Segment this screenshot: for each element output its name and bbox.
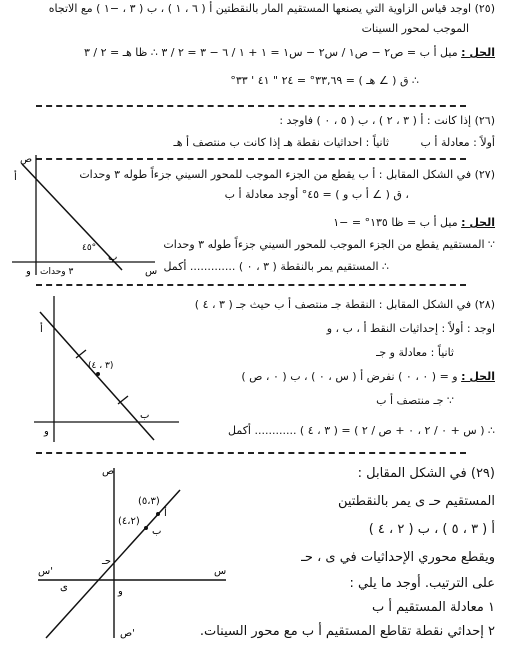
q25-solution-text: ميل أ ب = ص٢ − ص١ / س٢ − س١ = ١ + ١ / ٦ − ٣ = ٢ / ٣ ∴ ظا هـ = ٢ / ٣ [83,46,458,59]
q28-label-point: (٣ ، ٤) [88,361,114,371]
q28-solution-label: الحل : [461,370,495,383]
q28-line4: ∵ جـ منتصف أ ب [376,394,454,407]
q28-label-a: أ [40,324,43,335]
q29-point-a [156,512,160,516]
q28-line3: ثانياً : معادلة و جـ [376,346,454,359]
q28-line5: ∴ ( س + ٠ / ٢ ، ٠ + ص / ٢ ) = ( ٣ ، ٤ ) ............ أكمل [228,424,495,437]
q29-label-p2: (٤،٢) [118,516,140,527]
q29-label-p1: (٥،٣) [138,496,160,507]
q25-line2: الموجب لمحور السينات [361,22,469,35]
q29-item2: ٢ إحداثي نقطة تقاطع المستقيم أ ب مع محور السينات. [199,624,495,639]
q29-label-y-neg: ص' [120,628,135,639]
q28-tick-2 [118,396,128,404]
q27-label-o: و [26,266,31,277]
q27-label-b: ب [108,252,118,263]
q29-label-a: أ [164,508,167,519]
q29-line4: ويقطع محوري الإحداثيات في ى ، حـ [301,550,495,565]
q27-label-angle: ٤٥° [82,243,97,253]
q28-line1: (٢٨) في الشكل المقابل : النقطة جـ منتصف أ ب حيث جـ ( ٣ ، ٤ ) [194,298,495,311]
q26-part2: ثانياً : احداثيات نقطة هـ إذا كانت ب منتصف أ هـ [173,136,389,149]
q25-solution-label: الحل : [461,46,495,59]
q29-label-o: و [118,586,123,597]
q27-line2: ، ق ( ∠ أ ب و ) = ٤٥° أوجد معادلة أ ب [224,188,409,201]
q29-line1: (٢٩) في الشكل المقابل : [357,466,495,481]
q27-label-x: س [145,266,158,277]
q27-solution-label: الحل : [461,216,495,229]
q29-label-x-pos: س [214,566,227,577]
q28-label-o: و [44,426,49,437]
q29-item1: ١ معادلة المستقيم أ ب [371,600,495,615]
q27-line-ab [22,164,122,270]
q25-answer: ∴ ق ( ∠ هـ ) = ٣٣,٦٩° = ٢٤ " ٤١ ' ٣٣° [230,74,419,87]
q25-line1: (٢٥) اوجد قياس الزاوية التي يصنعها المستقيم المار بالنقطتين أ ( ٦ ، ١ ) ، ب ( ٣ ، −١ ) مع الاتجاه [48,2,495,15]
q29-label-y-pos: ص [102,466,115,477]
q27-solution-text: ميل أ ب = ظا ١٣٥° = −١ [333,216,458,229]
q29-label-x-neg: س' [38,566,53,577]
q25-solution [84,46,495,59]
q28-point-c [96,372,100,376]
q27-line4: ∴ المستقيم يمر بالنقطة ( ٣ ، ٠ ) ............. أكمل [163,260,389,273]
q28-solution-text: و = ( ٠ ، ٠ ) نفرض أ ( س ، ٠ ) ، ب ( ٠ ، ص ) [241,370,458,383]
q26-line1: (٢٦) إذا كانت : أ ( ٣ ، ٢ ) ، ب ( ٥ ، ٠ ) فاوجد : [279,114,495,127]
q29-line5: على الترتيب. أوجد ما يلي : [349,576,495,591]
q26-part1: أولاً : معادلة أ ب [420,136,495,149]
separator-3 [36,284,466,286]
q27-label-a: أ [14,172,17,183]
q29-point-b [144,526,148,530]
q27-line3: ∵ المستقيم يقطع من الجزء الموجب للمحور السيني جزءاً طوله ٣ وحدات [163,238,495,251]
q27-label-y: ص [20,154,33,165]
q29-line-he [46,490,180,638]
q28-line2: اوجد : أولاً : إحداثيات النقط أ ، ب ، و [326,322,495,335]
q27-line1: (٢٧) في الشكل المقابل : أ ب يقطع من الجزء الموجب للمحور السيني جزءاً طوله ٣ وحدات [79,168,495,181]
separator-4 [36,452,466,454]
q29-label-b: ب [152,526,162,537]
q29-line2: المستقيم حـ ى يمر بالنقطتين [337,494,495,509]
q27-solution [333,216,495,229]
q27-label-units: ٣ وحدات [40,267,74,277]
q27-figure [10,150,160,280]
q28-line-ab [40,312,154,440]
q28-figure [24,292,184,452]
q28-solution [241,370,495,383]
q29-line3: أ ( ٣ ، ٥ ) ، ب ( ٢ ، ٤ ) [368,522,495,537]
q29-label-h: حـ [102,556,112,567]
q29-label-e: ى [60,582,68,593]
separator-1 [36,105,466,107]
q28-label-b: ب [140,410,150,421]
q29-figure [30,460,230,645]
